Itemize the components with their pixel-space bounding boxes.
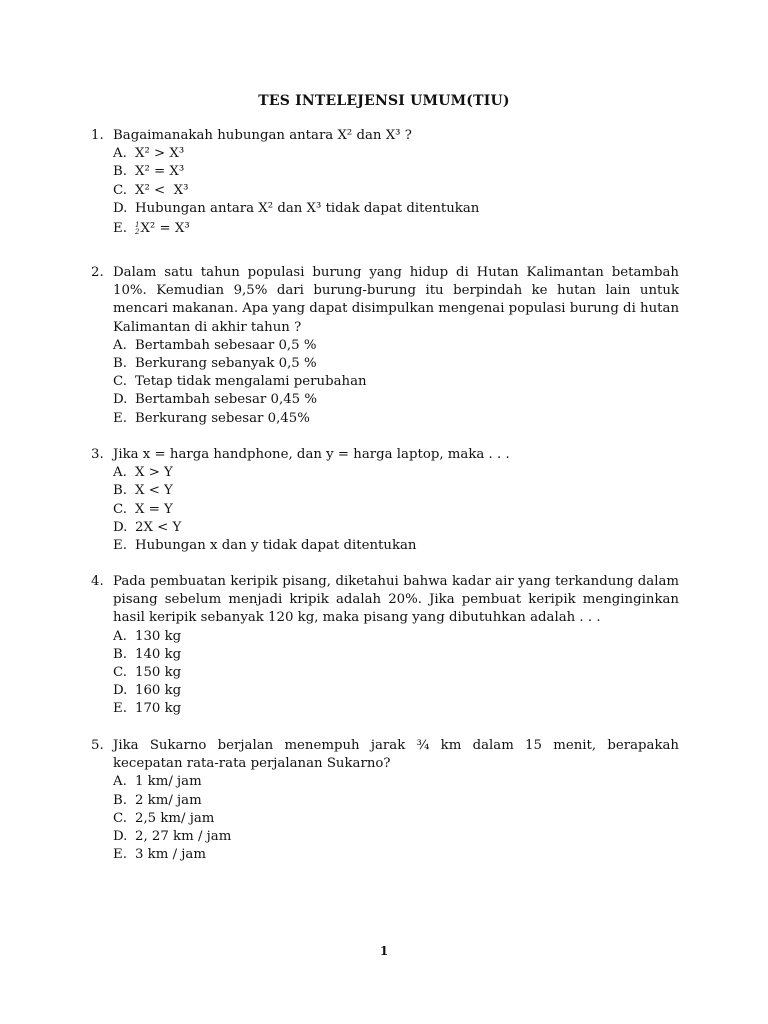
option-text: Tetap tidak mengalami perubahan (135, 374, 367, 390)
option-letter: E. (113, 220, 127, 236)
option-c (113, 501, 679, 519)
option-letter: A. (113, 774, 127, 790)
option-text: 2 km/ jam (135, 792, 202, 808)
option-letter: B. (113, 483, 127, 499)
option-text: Hubungan x dan y tidak dapat ditentukan (135, 537, 417, 553)
option-a (113, 773, 679, 791)
option-text: Berkurang sebesar 0,45% (135, 410, 310, 426)
option-b (113, 792, 679, 810)
option-letter: B. (113, 164, 127, 180)
question-text: Jika x = harga handphone, dan y = harga laptop, maka . . . (113, 447, 510, 462)
question-number: 3. (91, 447, 104, 462)
question-number: 1. (91, 128, 104, 143)
option-b (113, 163, 679, 181)
option-letter: D. (113, 519, 128, 535)
options-list (113, 773, 679, 864)
option-d (113, 682, 679, 700)
option-d (113, 828, 679, 846)
option-a (113, 628, 679, 646)
option-letter: D. (113, 392, 128, 408)
question-4 (91, 573, 679, 719)
option-text: 160 kg (135, 683, 182, 699)
question-text: Jika Sukarno berjalan menempuh jarak ¾ km dalam 15 menit, berapakah kecepatan rata-rata perjalanan Sukarno? (113, 738, 679, 772)
option-text: X² = X³ (140, 220, 190, 236)
option-d (113, 519, 679, 537)
fraction-denominator: 2 (135, 227, 140, 236)
option-a (113, 464, 679, 482)
question-text: Dalam satu tahun populasi burung yang hidup di Hutan Kalimantan betambah 10%. Kemudian 9,5% dari burung-burung itu berpindah ke hutan lain untuk mencari makanan. Apa yang dapat disimpulkan mengenai populasi burung di hutan Kalimantan di akhir tahun ? (113, 265, 680, 335)
option-b (113, 355, 679, 373)
option-e (113, 700, 679, 718)
option-letter: E. (113, 701, 127, 717)
option-letter: C. (113, 664, 127, 680)
option-text: Bertambah sebesar 0,45 % (135, 392, 317, 408)
option-b (113, 646, 679, 664)
option-text: 150 kg (135, 664, 182, 680)
option-letter: C. (113, 810, 127, 826)
option-letter: D. (113, 828, 128, 844)
option-letter: E. (113, 847, 127, 863)
options-list (113, 464, 679, 555)
option-e (113, 846, 679, 864)
option-text: Berkurang sebanyak 0,5 % (135, 356, 317, 371)
option-letter: E. (113, 537, 127, 553)
page-title: TES INTELEJENSI UMUM(TIU) (258, 93, 510, 109)
fraction-numerator: 1 (135, 220, 140, 229)
option-letter: C. (113, 501, 127, 517)
question-1 (91, 127, 679, 240)
option-letter: A. (113, 628, 127, 644)
option-letter: C. (113, 374, 127, 390)
question-2 (91, 264, 679, 428)
option-a (113, 337, 679, 355)
option-text: 3 km / jam (135, 847, 206, 863)
option-text: 130 kg (135, 628, 182, 644)
question-5 (91, 737, 679, 864)
option-letter: B. (113, 356, 127, 371)
question-number: 4. (91, 574, 104, 589)
option-c (113, 182, 679, 200)
option-c (113, 664, 679, 682)
option-text: Hubungan antara X² dan X³ tidak dapat ditentukan (135, 200, 480, 216)
option-letter: B. (113, 792, 127, 808)
option-a (113, 145, 679, 163)
option-letter: A. (113, 465, 127, 481)
option-text: 2X < Y (135, 519, 182, 535)
options-list (113, 145, 679, 240)
fraction (135, 222, 139, 236)
option-letter: D. (113, 200, 128, 216)
page-number: 1 (379, 944, 389, 958)
option-text: X = Y (135, 501, 173, 517)
option-text: X² = X³ (135, 164, 185, 180)
option-c (113, 810, 679, 828)
option-text: 170 kg (135, 701, 182, 717)
option-e (113, 537, 679, 555)
question-3 (91, 446, 679, 555)
options-list (113, 628, 679, 719)
option-text: 2,5 km/ jam (135, 810, 215, 826)
option-text: 1 km/ jam (135, 774, 202, 790)
option-d (113, 200, 679, 218)
question-number: 5. (91, 738, 104, 753)
option-letter: D. (113, 683, 128, 699)
option-text: Bertambah sebesaar 0,5 % (135, 337, 317, 353)
option-text: X < Y (135, 483, 173, 499)
option-letter: A. (113, 146, 127, 162)
option-letter: C. (113, 182, 127, 198)
option-e (113, 218, 679, 240)
option-text: X² < X³ (135, 182, 189, 198)
option-letter: E. (113, 410, 127, 426)
option-text: X² > X³ (135, 146, 185, 162)
option-d (113, 391, 679, 409)
option-c (113, 373, 679, 391)
option-b (113, 482, 679, 500)
question-number: 2. (91, 265, 104, 280)
option-e (113, 410, 679, 428)
options-list (113, 337, 679, 428)
option-letter: B. (113, 646, 127, 662)
option-text: X > Y (135, 465, 173, 481)
option-text: 2, 27 km / jam (135, 828, 232, 844)
question-text: Pada pembuatan keripik pisang, diketahui bahwa kadar air yang terkandung dalam pisang sebelum menjadi kripik adalah 20%. Jika pembuat keripik menginginkan hasil keripik sebanyak 120 kg, maka pisang yang dibutuhkan adalah . . . (113, 574, 679, 626)
option-text: 140 kg (135, 646, 182, 662)
question-text: Bagaimanakah hubungan antara X² dan X³ ? (113, 128, 412, 143)
option-letter: A. (113, 337, 127, 353)
